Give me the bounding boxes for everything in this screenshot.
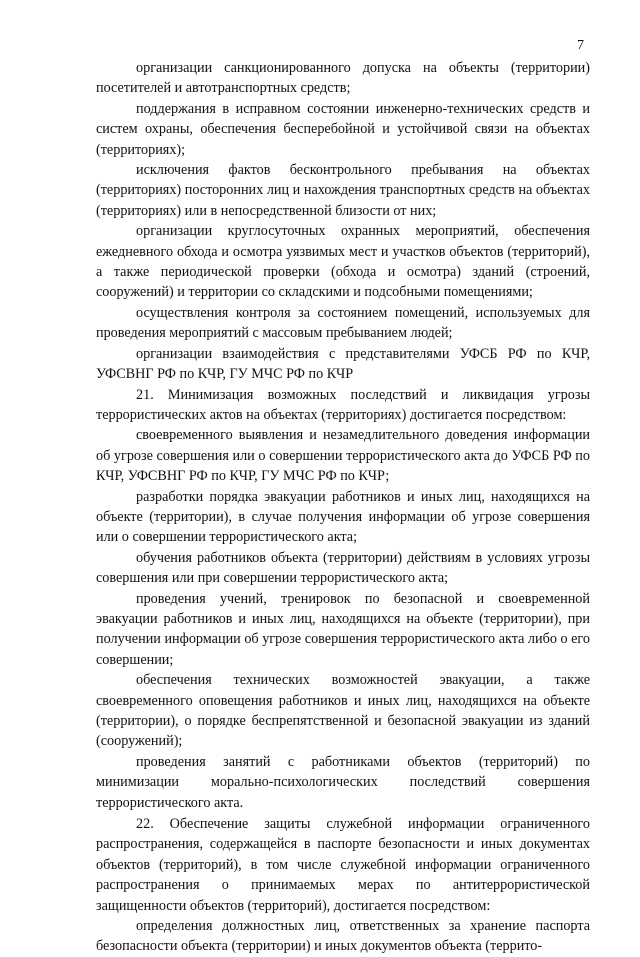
page-number: 7 bbox=[577, 38, 584, 53]
paragraph: обучения работников объекта (территории) действиям в условиях угрозы совершения или при совершении террористического акта; bbox=[96, 549, 590, 587]
paragraph: исключения фактов бесконтрольного пребывания на объектах (территориях) посторонних лиц и нахождения транспортных средств на объектах (территориях) или в непосредственной близости от них; bbox=[96, 162, 590, 219]
paragraph: обеспечения технических возможностей эвакуации, а также своевременного оповещения работников и иных лиц, находящихся на объекте (территории), о порядке беспрепятственной и безопасной эвакуации из зданий (сооружений); bbox=[96, 672, 590, 750]
paragraph: проведения учений, тренировок по безопасной и своевременной эвакуации работников и иных лиц, находящихся на объекте (территории), при получении информации об угрозе совершения террористического акта либо о его совершении; bbox=[96, 590, 590, 668]
paragraph: организации санкционированного допуска на объекты (территории) посетителей и автотранспортных средств; bbox=[96, 60, 590, 97]
paragraph: поддержания в исправном состоянии инженерно-технических средств и систем охраны, обеспечения бесперебойной и устойчивой связи на объектах (территориях); bbox=[96, 100, 590, 158]
paragraph: осуществления контроля за состоянием помещений, используемых для проведения мероприятий с массовым пребыванием людей; bbox=[96, 304, 590, 342]
paragraph: 21. Минимизация возможных последствий и ликвидация угрозы террористических актов на объектах (территориях) достигается посредством: bbox=[96, 386, 590, 423]
paragraph: своевременного выявления и незамедлительного доведения информации об угрозе совершения или о совершении террористического акта до УФСБ РФ по КЧР, УФСВНГ РФ по КЧР, ГУ МЧС РФ по КЧР; bbox=[96, 427, 590, 485]
document-body bbox=[96, 58, 590, 957]
paragraph: организации круглосуточных охранных мероприятий, обеспечения ежедневного обхода и осмотра уязвимых мест и участков объектов (территорий), а также периодической проверки (обхода и осмотра) зданий (строений, сооружений) и территории со складскими и подсобными помещениями; bbox=[96, 223, 590, 301]
paragraph: проведения занятий с работниками объектов (территорий) по минимизации морально-психологических последствий совершения террористического акта. bbox=[96, 753, 590, 811]
paragraph: 22. Обеспечение защиты служебной информации ограниченного распространения, содержащейся в паспорте безопасности и иных документах объектов (территорий), в том числе служебной информации ограниченного распространения о принимаемых мерах по антитеррористической защищенности объектов (территорий), достигается посредством: bbox=[96, 816, 590, 914]
paragraph: разработки порядка эвакуации работников и иных лиц, находящихся на объекте (территории), в случае получения информации об угрозе совершения или о совершении террористического акта; bbox=[96, 488, 590, 546]
paragraph: организации взаимодействия с представителями УФСБ РФ по КЧР, УФСВНГ РФ по КЧР, ГУ МЧС РФ по КЧР bbox=[96, 345, 590, 383]
paragraph: определения должностных лиц, ответственных за хранение паспорта безопасности объекта (территории) и иных документов объекта (террито- bbox=[96, 918, 590, 955]
